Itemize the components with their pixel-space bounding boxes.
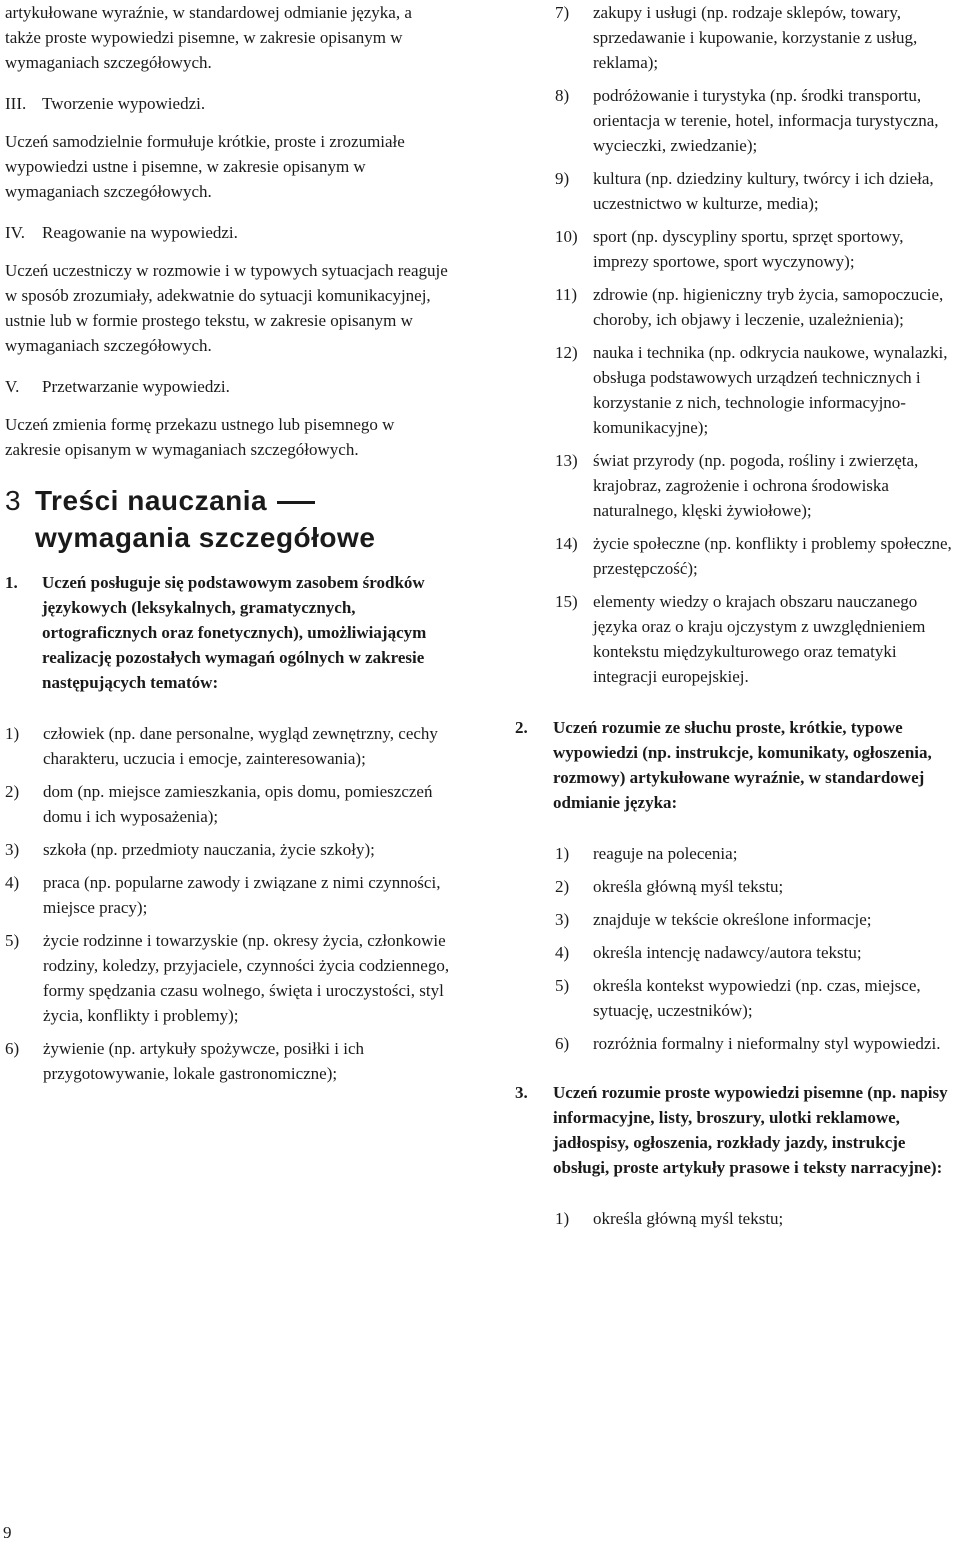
list-item-text: określa intencję nadawcy/autora tekstu; [593,943,862,962]
requirement-1 [5,570,450,695]
requirement-2-number: 2. [515,718,528,737]
list-item [515,973,958,1023]
list-item-number: 6) [555,1034,570,1053]
list-item-number: 4) [555,943,570,962]
list-item-number: 1) [555,844,570,863]
section-iv-text: Uczeń uczestniczy w rozmowie i w typowych sytuacjach reaguje w sposób zrozumiały, adekwatnie do sytuacji komunikacyjnej, ustnie lub w formie prostego tekstu, w zakresie opisanym w wymaganiach szczegółowych. [5,261,448,355]
list-item [515,907,958,932]
list-item-number: 7) [555,3,570,22]
left-column [5,0,450,1094]
section-v-number: V. [5,377,20,396]
list-item-number: 15) [555,592,578,611]
section-iii-text: Uczeń samodzielnie formułuje krótkie, proste i zrozumiałe wypowiedzi ustne i pisemne, w zakresie opisanym w wymaganiach szczegółowych. [5,132,405,201]
list-item [515,940,958,965]
list-item-text: określa kontekst wypowiedzi (np. czas, miejsce, sytuację, uczestników); [593,976,921,1020]
list-item-text: życie społeczne (np. konflikty i problemy społeczne, przestępczość); [593,534,952,578]
list-item [5,1036,450,1086]
list-item-number: 12) [555,343,578,362]
requirement-2 [515,715,958,815]
section-iv-heading [5,220,450,245]
list-item [515,0,958,75]
list-item-number: 14) [555,534,578,553]
requirement-2-list [515,841,958,1056]
list-item-text: elementy wiedzy o krajach obszaru nauczanego języka oraz o kraju ojczystym z uwzględnieniem kontekstu międzykulturowego oraz tematyki integracji europejskiej. [593,592,926,686]
list-item-number: 2) [5,782,20,801]
requirement-3-list [515,1206,958,1231]
intro-tail: artykułowane wyraźnie, w standardowej odmianie języka, a także proste wypowiedzi pisemne, w zakresie opisanym w wymaganiach szczegółowych. [5,3,412,72]
requirement-3 [515,1080,958,1180]
chapter-title-line2: wymagania szczegółowe [35,522,376,553]
list-item-text: życie rodzinne i towarzyskie (np. okresy życia, członkowie rodziny, koledzy, przyjaciele, czynności życia codziennego, formy spędzania czasu wolnego, święta i uroczystości, styl życia, konflikty i problemy); [43,931,450,1025]
list-item-number: 5) [555,976,570,995]
list-item [515,83,958,158]
list-item-text: żywienie (np. artykuły spożywcze, posiłki i ich przygotowywanie, lokale gastronomiczne); [43,1039,365,1083]
list-item-text: kultura (np. dziedziny kultury, twórcy i ich dzieła, uczestnictwo w kulturze, media); [593,169,934,213]
list-item [515,448,958,523]
list-item-text: dom (np. miejsce zamieszkania, opis domu, pomieszczeń domu i ich wyposażenia); [43,782,433,826]
list-item [515,841,958,866]
list-item [515,1031,958,1056]
list-item-text: praca (np. popularne zawody i związane z nimi czynności, miejsce pracy); [43,873,441,917]
list-item-text: człowiek (np. dane personalne, wygląd zewnętrzny, cechy charakteru, uczucia i emocje, zainteresowania); [43,724,438,768]
topic-list-right [515,0,958,689]
list-item-number: 5) [5,931,20,950]
section-v-heading [5,374,450,399]
list-item-number: 1) [555,1209,570,1228]
list-item-text: zakupy i usługi (np. rodzaje sklepów, towary, sprzedawanie i kupowanie, korzystanie z usług, reklama); [593,3,918,72]
list-item-text: zdrowie (np. higieniczny tryb życia, samopoczucie, choroby, ich objawy i leczenie, uzależnienia); [593,285,944,329]
list-item-number: 3) [555,910,570,929]
list-item [515,166,958,216]
list-item [515,874,958,899]
section-iv-title: Reagowanie na wypowiedzi. [42,223,238,242]
list-item [515,531,958,581]
list-item-number: 2) [555,877,570,896]
list-item-text: sport (np. dyscypliny sportu, sprzęt sportowy, imprezy sportowe, sport wyczynowy); [593,227,904,271]
list-item [5,837,450,862]
list-item-text: reaguje na polecenia; [593,844,738,863]
list-item-text: nauka i technika (np. odkrycia naukowe, wynalazki, obsługa podstawowych urządzeń technicznych i korzystanie z nich, technologie informacyjno-komunikacyjne); [593,343,948,437]
heading-dash [277,501,315,504]
list-item [515,224,958,274]
list-item [5,928,450,1028]
list-item-number: 3) [5,840,20,859]
list-item-number: 11) [555,285,578,304]
section-iii-heading [5,91,450,116]
chapter-number: 3 [5,485,22,516]
list-item-number: 9) [555,169,570,188]
list-item-number: 6) [5,1039,20,1058]
right-column [515,0,958,1239]
list-item-text: określa główną myśl tekstu; [593,1209,784,1228]
section-iv-number: IV. [5,223,25,242]
section-v-text: Uczeń zmienia formę przekazu ustnego lub pisemnego w zakresie opisanym w wymaganiach szczegółowych. [5,415,395,459]
requirement-1-number: 1. [5,573,18,592]
list-item [5,870,450,920]
list-item-number: 10) [555,227,578,246]
requirement-3-number: 3. [515,1083,528,1102]
topic-list-left [5,721,450,1086]
list-item-text: znajduje w tekście określone informacje; [593,910,872,929]
list-item-text: podróżowanie i turystyka (np. środki transportu, orientacja w terenie, hotel, informacja turystyczna, wycieczki, zwiedzanie); [593,86,939,155]
page-number: 9 [3,1523,12,1542]
list-item-number: 8) [555,86,570,105]
list-item [515,1206,958,1231]
requirement-2-text: Uczeń rozumie ze słuchu proste, krótkie, typowe wypowiedzi (np. instrukcje, komunikaty, ogłoszenia, rozmowy) artykułowane wyraźnie, w standardowej odmianie języka: [553,718,932,812]
list-item [5,779,450,829]
list-item [515,589,958,689]
section-v-title: Przetwarzanie wypowiedzi. [42,377,230,396]
chapter-title-line1: Treści nauczania [35,485,268,516]
list-item-text: rozróżnia formalny i nieformalny styl wypowiedzi. [593,1034,941,1053]
chapter-heading [5,482,450,556]
list-item-number: 1) [5,724,20,743]
requirement-1-text: Uczeń posługuje się podstawowym zasobem środków językowych (leksykalnych, gramatycznych, ortograficznych oraz fonetycznych), umożliwiającym realizację pozostałych wymagań ogólnych w zakresie następujących tematów: [42,573,427,692]
list-item [515,340,958,440]
requirement-3-text: Uczeń rozumie proste wypowiedzi pisemne (np. napisy informacyjne, listy, broszury, ulotki reklamowe, jadłospisy, ogłoszenia, rozkłady jazdy, instrukcje obsługi, proste artykuły prasowe i teksty narracyjne): [553,1083,948,1177]
list-item [515,282,958,332]
list-item-number: 4) [5,873,20,892]
list-item-text: określa główną myśl tekstu; [593,877,784,896]
list-item-number: 13) [555,451,578,470]
list-item-text: szkoła (np. przedmioty nauczania, życie szkoły); [43,840,375,859]
list-item-text: świat przyrody (np. pogoda, rośliny i zwierzęta, krajobraz, zagrożenie i ochrona środowiska naturalnego, klęski żywiołowe); [593,451,919,520]
section-iii-number: III. [5,94,27,113]
section-iii-title: Tworzenie wypowiedzi. [42,94,206,113]
list-item [5,721,450,771]
